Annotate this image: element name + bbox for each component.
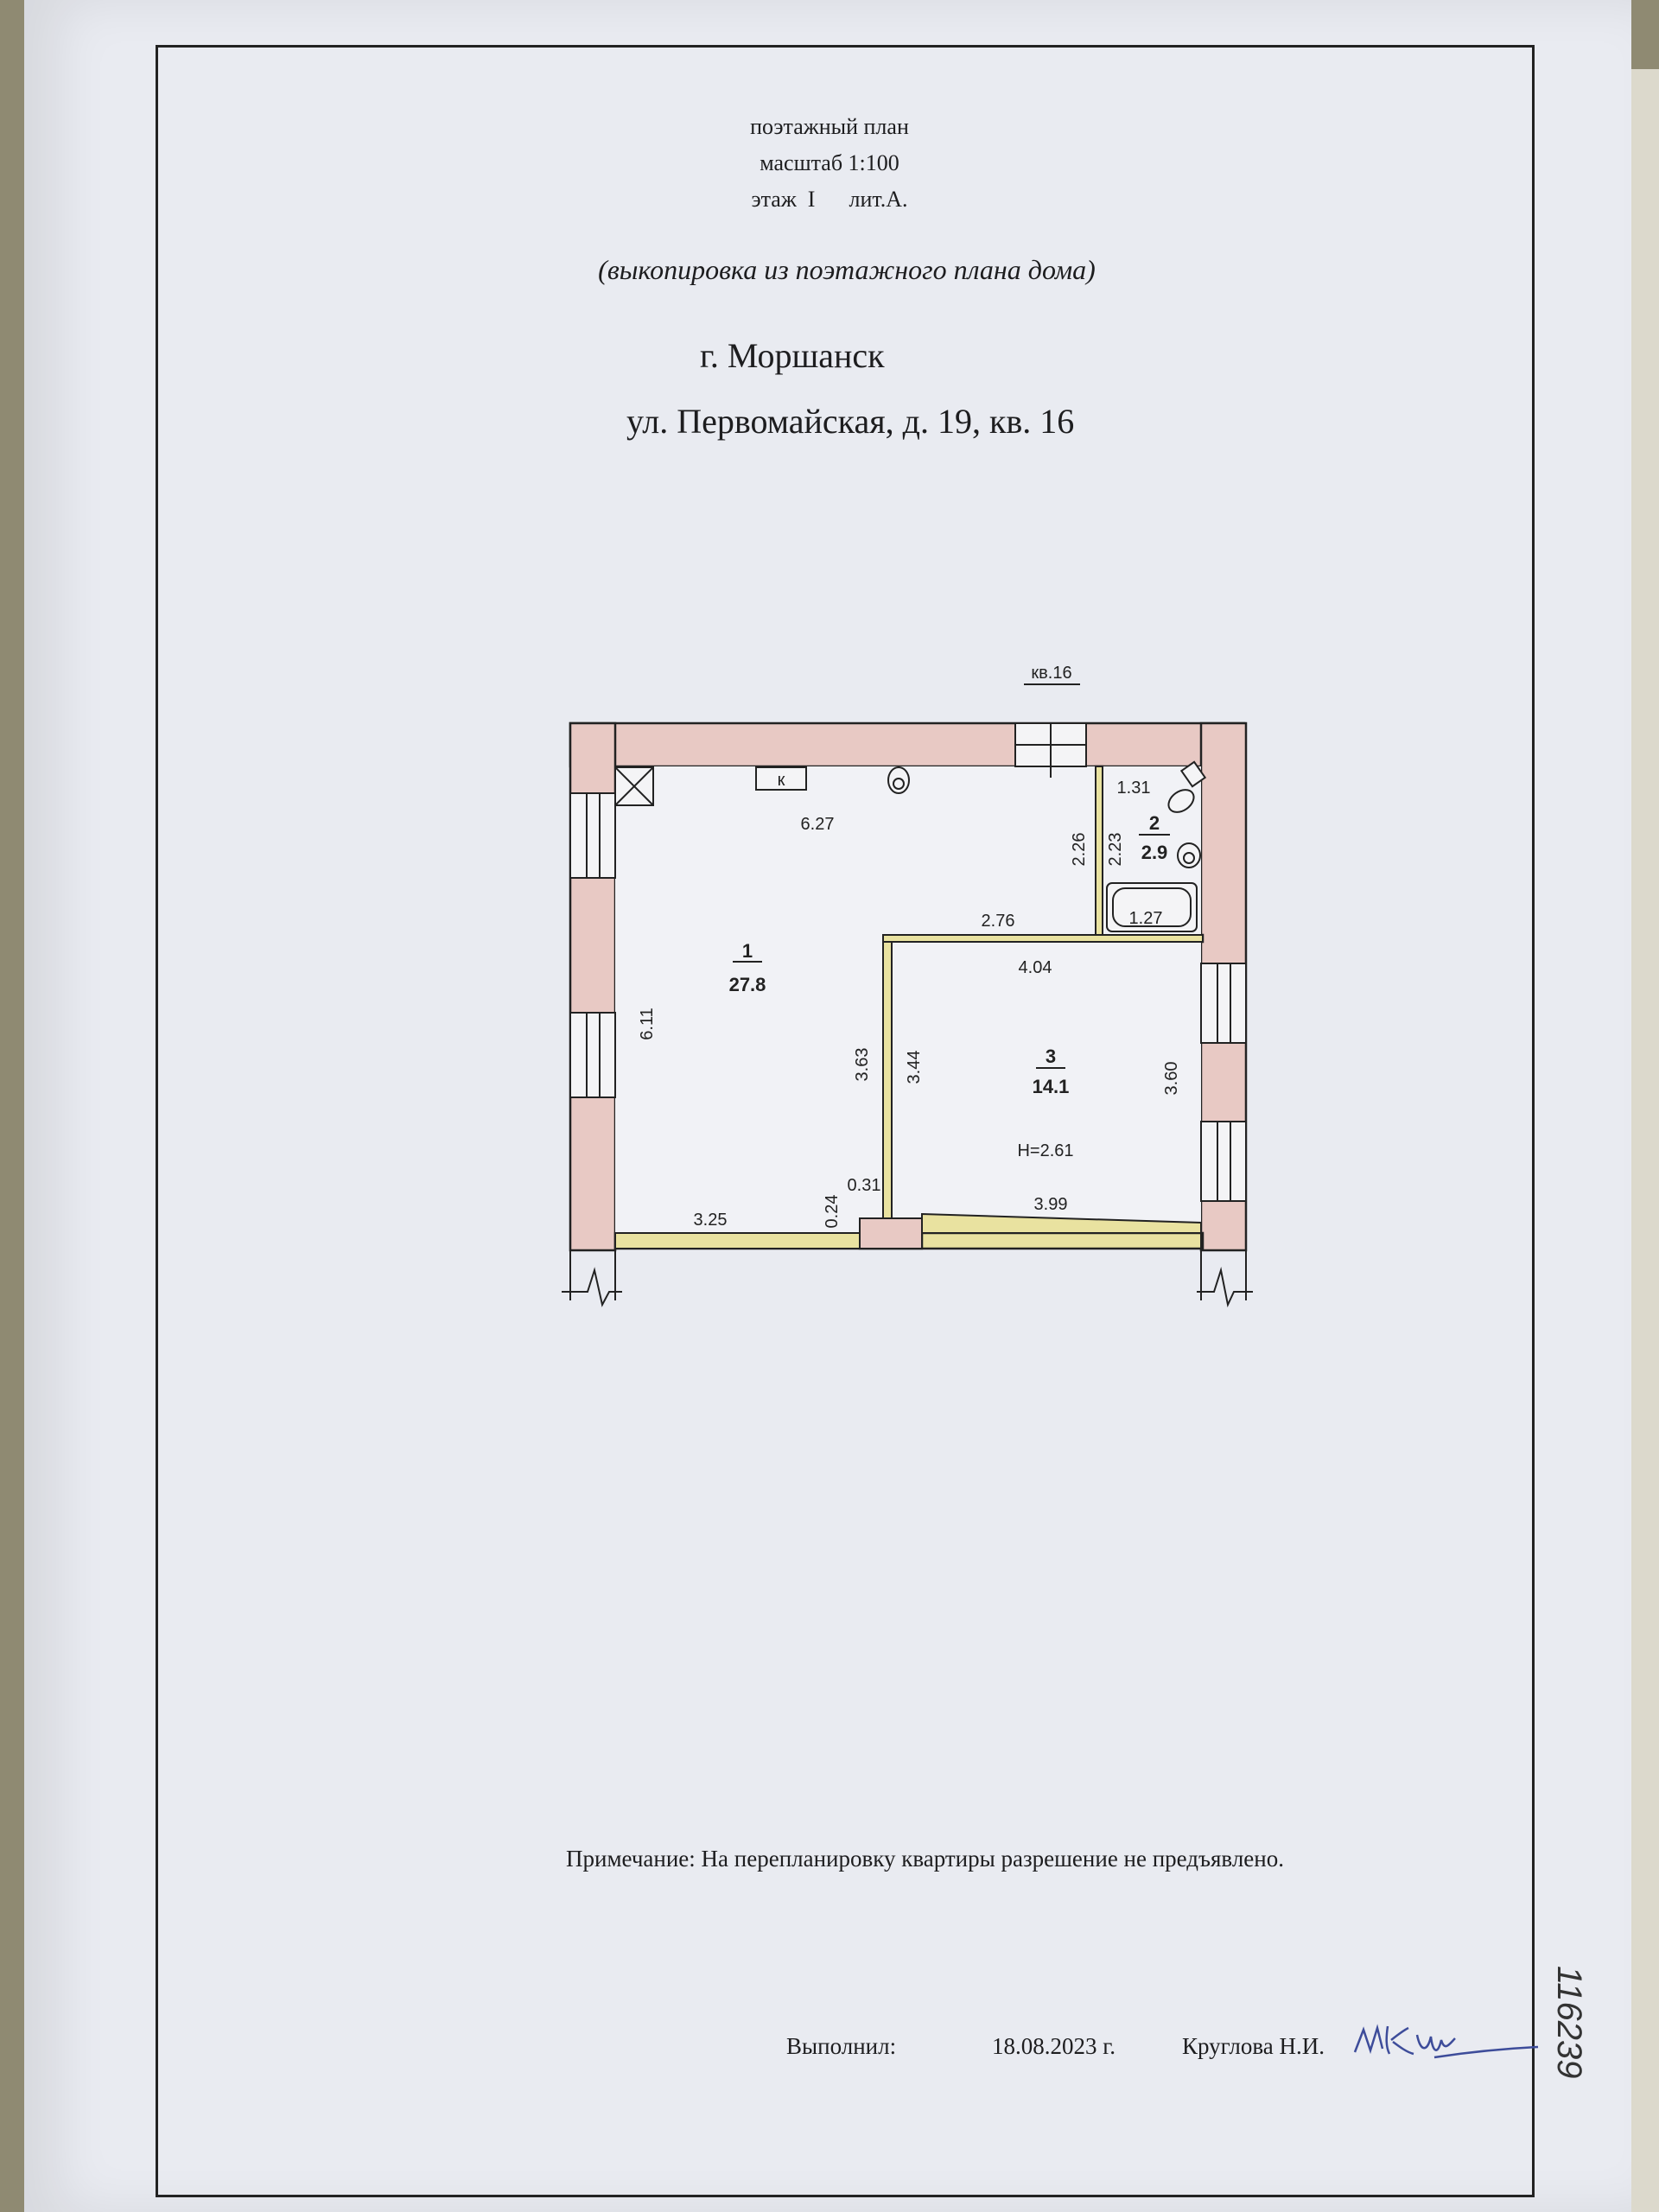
signature xyxy=(1348,2018,1547,2069)
scale-label: масштаб 1:100 xyxy=(760,150,899,175)
floor-plan xyxy=(553,652,1262,1318)
room-2-area: 2.9 xyxy=(1141,842,1168,863)
dim-bath-top: 1.31 xyxy=(1116,779,1151,798)
dim-2-26: 2.26 xyxy=(1070,832,1089,867)
kitchen-mark: к xyxy=(777,771,785,790)
note: Примечание: На перепланировку квартиры разрешение не предъявлено. xyxy=(566,1846,1284,1872)
executor-name: Круглова Н.И. xyxy=(1182,2033,1325,2059)
side-register-number: 116239 xyxy=(1550,1966,1588,2079)
dim-3-63: 3.63 xyxy=(853,1047,872,1082)
ceiling-height: H=2.61 xyxy=(1017,1141,1074,1160)
dim-top-room1: 6.27 xyxy=(800,815,835,834)
room-1-number: 1 xyxy=(741,940,753,962)
room-3-number: 3 xyxy=(1045,1046,1057,1067)
dim-2-23: 2.23 xyxy=(1106,832,1125,867)
floor-line xyxy=(0,187,1659,213)
footer-date: 18.08.2023 г. xyxy=(992,2033,1116,2059)
floor-label: этаж xyxy=(751,187,797,212)
room-2-number: 2 xyxy=(1148,812,1160,834)
dim-room3-left: 3.44 xyxy=(905,1050,924,1084)
dim-0-31: 0.31 xyxy=(847,1176,881,1195)
top-wall xyxy=(570,723,1244,766)
dim-room3-bottom: 3.99 xyxy=(1033,1195,1068,1214)
subtitle: (выкопировка из поэтажного плана дома) xyxy=(598,254,1096,285)
floor-value: I xyxy=(807,187,816,212)
dim-bottom-room1: 3.25 xyxy=(693,1211,728,1230)
plan-type-label: поэтажный план xyxy=(750,114,909,139)
dim-room3-right: 3.60 xyxy=(1162,1061,1181,1096)
dim-bath-bottom: 1.27 xyxy=(1128,909,1163,928)
street-address: ул. Первомайская, д. 19, кв. 16 xyxy=(626,402,1075,441)
dim-room3-top: 4.04 xyxy=(1018,958,1052,977)
dim-0-24: 0.24 xyxy=(823,1194,842,1229)
dim-left-room1: 6.11 xyxy=(638,1007,657,1040)
city: г. Моршанск xyxy=(700,336,885,375)
letter-label: лит.А. xyxy=(849,187,908,212)
room-3-area: 14.1 xyxy=(1032,1076,1070,1097)
performed-label: Выполнил: xyxy=(786,2033,897,2059)
dim-2-76: 2.76 xyxy=(981,912,1015,931)
room-1-area: 27.8 xyxy=(728,974,766,995)
apartment-label: кв.16 xyxy=(1031,664,1072,683)
